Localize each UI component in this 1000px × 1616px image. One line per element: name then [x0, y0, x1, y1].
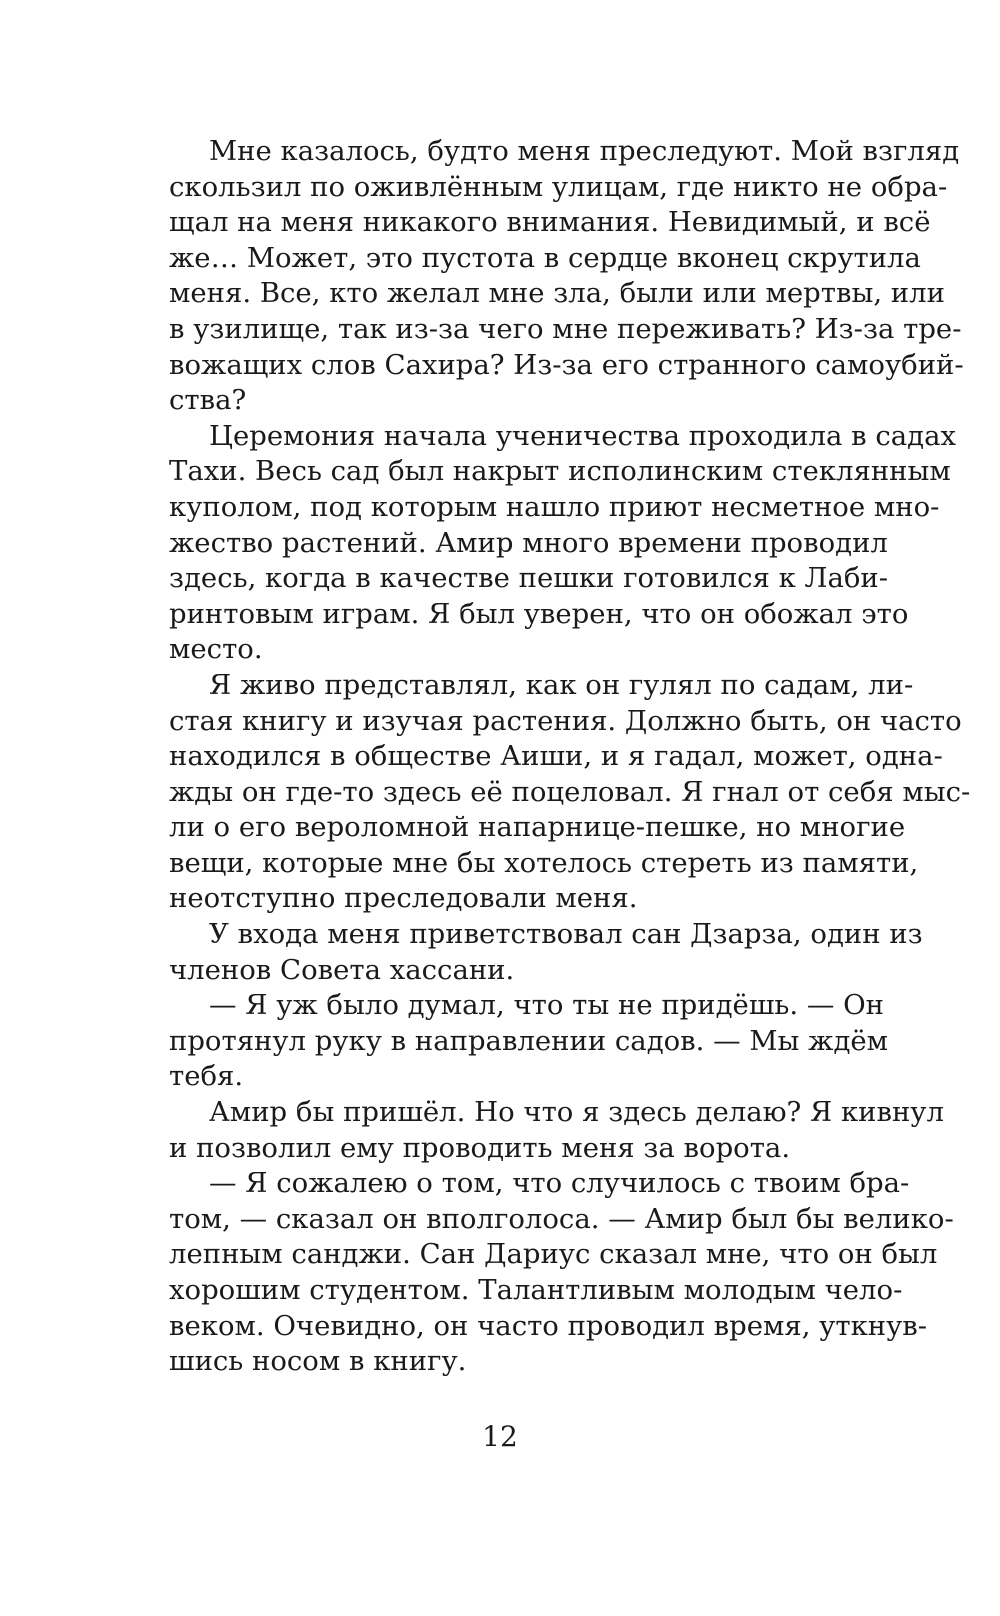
text-line: — Я сожалею о том, что случилось с твоим бра- [209, 1167, 910, 1200]
text-line: жды он где-то здесь её поцеловал. Я гнал от себя мыс- [169, 775, 971, 808]
text-line: вещи, которые мне бы хотелось стереть из памяти, [169, 846, 919, 879]
text-line: находился в обществе Аиши, и я гадал, может, одна- [169, 740, 943, 773]
text-line: протянул руку в направлении садов. — Мы ждём [169, 1024, 889, 1057]
text-line: Тахи. Весь сад был накрыт исполинским стеклянным [169, 455, 951, 488]
paragraph [169, 1166, 954, 1380]
body-text [169, 134, 971, 1380]
paragraph [169, 917, 923, 988]
text-line: членов Совета хассани. [169, 953, 515, 986]
text-line: же… Может, это пустота в сердце вконец скрутила [169, 241, 921, 274]
text-line: Мне казалось, будто меня преследуют. Мой взгляд [209, 135, 960, 167]
text-line: Я живо представлял, как он гулял по садам, ли- [209, 668, 914, 701]
text-line: том, — сказал он вполголоса. — Амир был бы велико- [169, 1202, 954, 1235]
text-line: стая книгу и изучая растения. Должно быть, он часто [169, 704, 962, 737]
text-line: вожащих слов Сахира? Из-за его странного самоубий- [169, 348, 964, 381]
text-line: — Я уж было думал, что ты не придёшь. — Он [209, 989, 884, 1022]
text-line: Церемония начала ученичества проходила в садах [209, 419, 956, 452]
page-number: 12 [482, 1420, 518, 1453]
text-line: место. [169, 633, 263, 666]
text-line: ства? [169, 384, 247, 417]
text-line: веком. Очевидно, он часто проводил время, уткнув- [169, 1309, 928, 1342]
text-line: хорошим студентом. Талантливым молодым чело- [169, 1274, 903, 1306]
text-line: ли о его вероломной напарнице-пешке, но многие [169, 811, 906, 844]
text-line: здесь, когда в качестве пешки готовился к Лаби- [169, 562, 889, 595]
paragraph [169, 668, 971, 917]
paragraph [169, 134, 964, 419]
text-line: куполом, под которым нашло приют несметное мно- [169, 490, 940, 523]
text-line: У входа меня приветствовал сан Дзарза, один из [209, 918, 923, 951]
text-line: в узилище, так из-за чего мне переживать? Из-за тре- [169, 312, 962, 345]
paragraph [169, 988, 889, 1095]
text-line: щал на меня никакого внимания. Невидимый, и всё [169, 206, 931, 239]
text-line: Амир бы пришёл. Но что я здесь делаю? Я кивнул [209, 1096, 944, 1129]
text-line: шись носом в книгу. [169, 1345, 467, 1378]
text-line: скользил по оживлённым улицам, где никто не обра- [169, 170, 948, 203]
text-line: лепным санджи. Сан Дариус сказал мне, что он был [169, 1238, 938, 1271]
text-line: жество растений. Амир много времени проводил [169, 526, 888, 559]
text-line: меня. Все, кто желал мне зла, были или мертвы, или [169, 277, 945, 310]
text-line: и позволил ему проводить меня за ворота. [169, 1131, 791, 1164]
paragraph [169, 1095, 944, 1166]
paragraph [169, 419, 956, 668]
text-line: ринтовым играм. Я был уверен, что он обожал это [169, 597, 909, 630]
text-line: неотступно преследовали меня. [169, 882, 638, 915]
text-line: тебя. [169, 1060, 244, 1093]
